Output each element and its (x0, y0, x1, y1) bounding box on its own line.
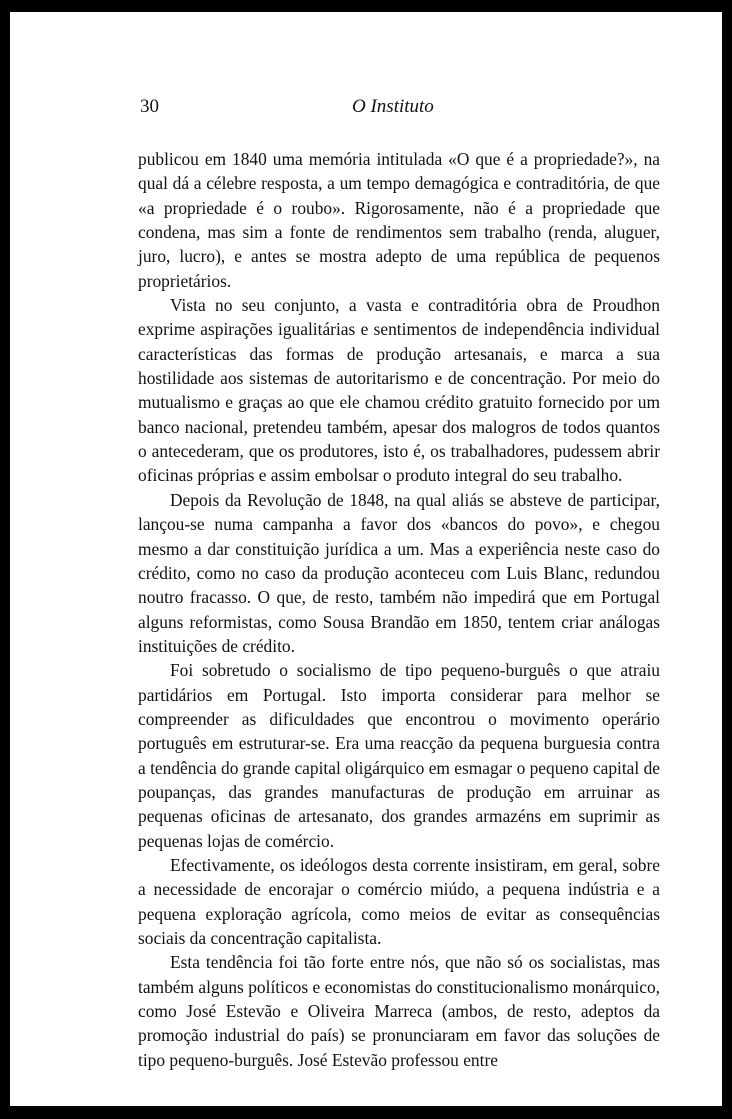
paragraph-4: Foi sobretudo o socialismo de tipo pequeno-burguês o que atraiu partidários em Portugal. Isto importa considerar para melhor se compreender as dificuldades que encontrou o movimento operário português em estruturar-se. Era uma reacção da pequena burguesia contra a tendência do grande capital oligárquico em esmagar o pequeno capital de poupanças, das grandes manufacturas de produção em arruinar as pequenas oficinas de artesanato, dos grandes armazéns em suprimir as pequenas lojas de comércio. (138, 660, 660, 851)
paragraph-3: Depois da Revolução de 1848, na qual aliás se absteve de participar, lançou-se numa campanha a favor dos «bancos do povo», e chegou mesmo a dar constituição jurídica a um. Mas a experiência neste caso do crédito, como no caso da produção aconteceu com Luis Blanc, redundou noutro fracasso. O que, de resto, também não impedirá que em Portugal alguns reformistas, como Sousa Brandão em 1850, tentem criar análogas instituições de crédito. (138, 489, 660, 656)
page-number: 30 (140, 96, 159, 117)
body-text (138, 147, 660, 1072)
paragraph-5: Efectivamente, os ideólogos desta corrente insistiram, em geral, sobre a necessidade de encorajar o comércio miúdo, a pequena indústria e a pequena exploração agrícola, como meios de evitar as consequências sociais da concentração capitalista. (138, 854, 660, 948)
paragraph-1: publicou em 1840 uma memória intitulada «O que é a propriedade?», na qual dá a célebre resposta, a um tempo demagógica e contraditória, de que «a propriedade é o roubo». Rigorosamente, não é a propriedade que condena, mas sim a fonte de rendimentos sem trabalho (renda, aluguer, juro, lucro), e antes se mostra adepto de uma república de pequenos proprietários. (138, 149, 660, 291)
paragraph-2: Vista no seu conjunto, a vasta e contraditória obra de Proudhon exprime aspirações igualitárias e sentimentos de independência individual características das formas de produção artesanais, e marca a sua hostilidade aos sistemas de autoritarismo e de concentração. Por meio do mutualismo e graças ao que ele chamou crédito gratuito fornecido por um banco nacional, pretendeu também, apesar dos malogros de todos quantos o antecederam, que os produtores, isto é, os trabalhadores, pudessem abrir oficinas próprias e assim embolsar o produto integral do seu trabalho. (138, 295, 660, 486)
book-page (10, 12, 722, 1106)
running-title: O Instituto (352, 96, 434, 117)
page-header (140, 96, 600, 126)
paragraph-6: Esta tendência foi tão forte entre nós, que não só os socialistas, mas também alguns políticos e economistas do constitucionalismo monárquico, como José Estevão e Oliveira Marreca (ambos, de resto, adeptos da promoção industrial do país) se pronunciaram em favor das soluções de tipo pequeno-burguês. José Estevão professou entre (138, 952, 660, 1070)
